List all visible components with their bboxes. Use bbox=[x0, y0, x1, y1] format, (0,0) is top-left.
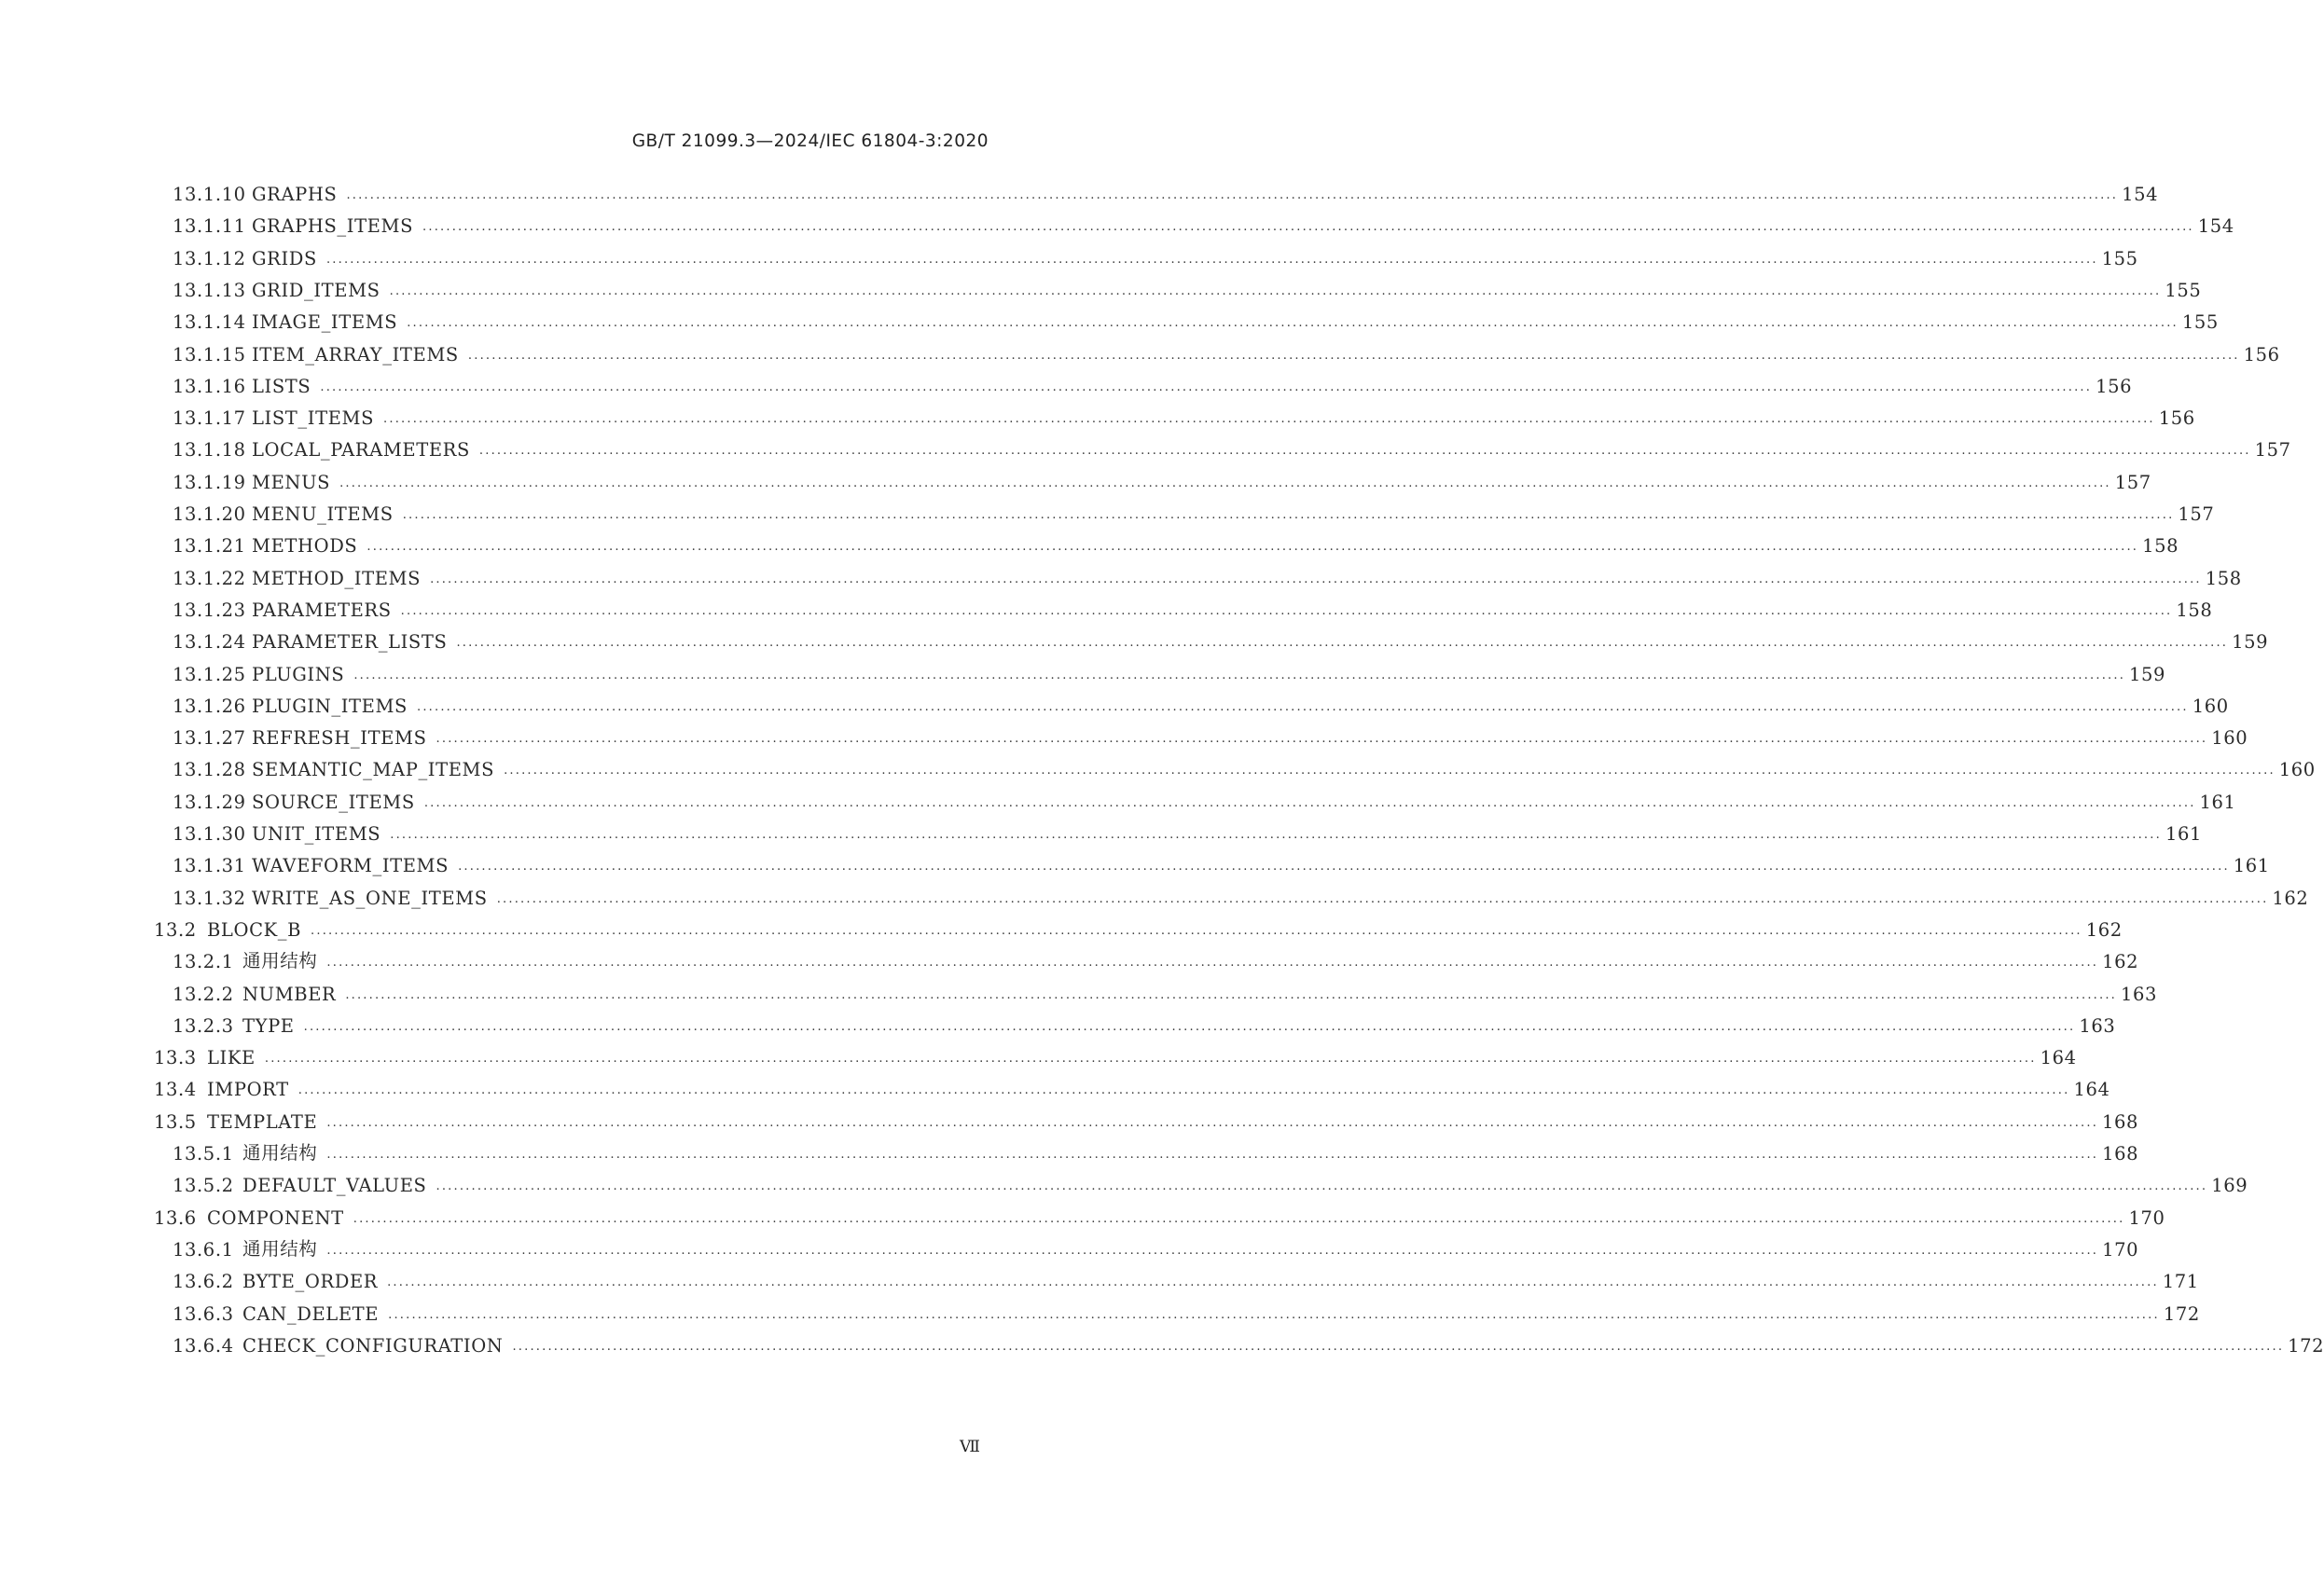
toc-leader-dots: ............................................................................................................................................................................................................................................................................................................ bbox=[325, 252, 2098, 267]
toc-entry-page: 161 bbox=[2233, 855, 2270, 877]
toc-entry[interactable] bbox=[173, 593, 2213, 621]
toc-entry-title: GRID_ITEMS bbox=[252, 279, 380, 301]
toc-entry-title: 通用结构 bbox=[242, 950, 318, 972]
toc-entry-title: PARAMETERS bbox=[252, 599, 392, 621]
toc-entry-title: CHECK_CONFIGURATION bbox=[242, 1334, 504, 1357]
toc-entry-page: 168 bbox=[2102, 1143, 2139, 1164]
toc-leader-dots: ............................................................................................................................................................................................................................................................................................................ bbox=[407, 316, 2179, 331]
toc-leader-dots: ............................................................................................................................................................................................................................................................................................................ bbox=[458, 860, 2230, 875]
toc-leader-dots: ............................................................................................................................................................................................................................................................................................................ bbox=[496, 891, 2269, 906]
toc-entry-number: 13.6.1 bbox=[173, 1238, 234, 1261]
toc-entry-number: 13.1.25 bbox=[173, 663, 246, 685]
toc-entry-number: 13.3 bbox=[154, 1047, 197, 1069]
toc-entry-number: 13.5 bbox=[154, 1110, 197, 1133]
toc-leader-dots: ............................................................................................................................................................................................................................................................................................................ bbox=[430, 572, 2202, 586]
toc-entry-title: METHOD_ITEMS bbox=[252, 567, 422, 589]
toc-entry[interactable] bbox=[173, 241, 2138, 269]
toc-entry[interactable] bbox=[173, 338, 2280, 365]
toc-entry[interactable] bbox=[173, 1297, 2200, 1325]
toc-entry-page: 161 bbox=[2199, 791, 2236, 813]
toc-leader-dots: ............................................................................................................................................................................................................................................................................................................ bbox=[326, 1148, 2099, 1162]
toc-entry[interactable] bbox=[173, 848, 2270, 877]
toc-leader-dots: ............................................................................................................................................................................................................................................................................................................ bbox=[389, 283, 2162, 298]
toc-entry-number: 13.1.18 bbox=[173, 439, 246, 462]
toc-entry[interactable] bbox=[173, 1137, 2139, 1164]
toc-leader-dots: ............................................................................................................................................................................................................................................................................................................ bbox=[320, 379, 2093, 394]
toc-entry[interactable] bbox=[173, 497, 2215, 525]
toc-entry-number: 13.6.2 bbox=[173, 1271, 234, 1293]
toc-entry[interactable] bbox=[173, 657, 2166, 685]
toc-leader-dots: ............................................................................................................................................................................................................................................................................................................ bbox=[436, 732, 2208, 747]
toc-entry-number: 13.1.20 bbox=[173, 503, 246, 525]
toc-entry-number: 13.2.3 bbox=[173, 1014, 234, 1037]
toc-entry-number: 13.6 bbox=[154, 1206, 197, 1229]
toc-entry-page: 170 bbox=[2102, 1238, 2139, 1261]
toc-entry-number: 13.1.30 bbox=[173, 823, 246, 845]
toc-leader-dots: ............................................................................................................................................................................................................................................................................................................ bbox=[387, 1275, 2159, 1290]
toc-leader-dots: ............................................................................................................................................................................................................................................................................................................ bbox=[504, 764, 2276, 779]
toc-entry-number: 13.1.23 bbox=[173, 599, 246, 621]
toc-entry-page: 154 bbox=[2122, 184, 2159, 205]
toc-entry-number: 13.1.22 bbox=[173, 567, 246, 589]
toc-leader-dots: ............................................................................................................................................................................................................................................................................................................ bbox=[388, 1307, 2160, 1322]
toc-entry[interactable] bbox=[154, 1040, 2077, 1069]
toc-entry-title: SEMANTIC_MAP_ITEMS bbox=[252, 759, 495, 781]
toc-leader-dots: ............................................................................................................................................................................................................................................................................................................ bbox=[456, 636, 2229, 651]
toc-entry[interactable] bbox=[173, 177, 2159, 205]
toc-entry-title: BLOCK_B bbox=[207, 918, 302, 941]
toc-leader-dots: ............................................................................................................................................................................................................................................................................................................ bbox=[353, 1211, 2125, 1226]
toc-entry-page: 158 bbox=[2142, 535, 2179, 558]
toc-entry-page: 163 bbox=[2079, 1014, 2116, 1037]
toc-leader-dots: ............................................................................................................................................................................................................................................................................................................ bbox=[417, 699, 2189, 714]
toc-entry-page: 160 bbox=[2278, 759, 2316, 781]
toc-entry-page: 157 bbox=[2254, 439, 2291, 462]
toc-leader-dots: ............................................................................................................................................................................................................................................................................................................ bbox=[467, 348, 2240, 363]
toc-entry[interactable] bbox=[173, 785, 2236, 813]
toc-entry[interactable] bbox=[173, 881, 2309, 909]
toc-entry-title: SOURCE_ITEMS bbox=[252, 791, 415, 813]
toc-entry-number: 13.1.29 bbox=[173, 791, 246, 813]
toc-entry-page: 162 bbox=[2085, 918, 2123, 941]
toc-entry-title: LIKE bbox=[207, 1047, 256, 1069]
toc-leader-dots: ............................................................................................................................................................................................................................................................................................................ bbox=[423, 795, 2196, 810]
toc-entry-page: 156 bbox=[2096, 375, 2133, 397]
toc-entry-title: UNIT_ITEMS bbox=[252, 823, 381, 845]
toc-leader-dots: ............................................................................................................................................................................................................................................................................................................ bbox=[478, 444, 2251, 459]
toc-entry-page: 164 bbox=[2073, 1079, 2110, 1101]
toc-entry-title: GRAPHS_ITEMS bbox=[252, 215, 414, 238]
toc-entry[interactable] bbox=[173, 209, 2234, 238]
toc-entry[interactable] bbox=[173, 977, 2158, 1005]
toc-entry[interactable] bbox=[154, 913, 2123, 941]
toc-entry-title: IMAGE_ITEMS bbox=[252, 311, 398, 334]
toc-entry-title: DEFAULT_VALUES bbox=[242, 1175, 427, 1197]
toc-leader-dots: ............................................................................................................................................................................................................................................................................................................ bbox=[346, 188, 2119, 202]
toc-entry-page: 158 bbox=[2176, 599, 2213, 621]
toc-entry-page: 155 bbox=[2165, 279, 2202, 301]
toc-entry[interactable] bbox=[173, 1168, 2248, 1197]
toc-entry-title: BYTE_ORDER bbox=[242, 1271, 379, 1293]
toc-entry-page: 160 bbox=[2192, 695, 2229, 717]
toc-leader-dots: ............................................................................................................................................................................................................................................................................................................ bbox=[400, 603, 2173, 618]
toc-entry-page: 162 bbox=[2272, 887, 2309, 909]
toc-entry-page: 164 bbox=[2040, 1047, 2077, 1069]
toc-leader-dots: ............................................................................................................................................................................................................................................................................................................ bbox=[383, 412, 2155, 427]
toc-entry-number: 13.1.24 bbox=[173, 631, 246, 654]
toc-entry-number: 13.1.21 bbox=[173, 535, 246, 558]
toc-entry[interactable] bbox=[173, 305, 2219, 334]
toc-entry-page: 170 bbox=[2128, 1206, 2165, 1229]
toc-entry-title: GRAPHS bbox=[252, 184, 338, 205]
toc-leader-dots: ............................................................................................................................................................................................................................................................................................................ bbox=[345, 987, 2118, 1002]
toc-entry[interactable] bbox=[173, 1329, 2324, 1357]
toc-entry-number: 13.2.1 bbox=[173, 951, 234, 973]
toc-entry-title: MENU_ITEMS bbox=[252, 503, 394, 525]
toc-entry-page: 172 bbox=[2163, 1302, 2200, 1325]
toc-entry-title: NUMBER bbox=[242, 983, 337, 1005]
toc-entry-title: WRITE_AS_ONE_ITEMS bbox=[252, 887, 488, 909]
toc-entry-title: 通用结构 bbox=[242, 1142, 318, 1164]
toc-entry-number: 13.1.13 bbox=[173, 279, 246, 301]
toc-leader-dots: ............................................................................................................................................................................................................................................................................................................ bbox=[303, 1019, 2076, 1034]
toc-entry-page: 161 bbox=[2165, 823, 2202, 845]
toc-leader-dots: ............................................................................................................................................................................................................................................................................................................ bbox=[326, 956, 2099, 971]
toc-entry-page: 158 bbox=[2205, 567, 2242, 589]
toc-entry[interactable] bbox=[173, 944, 2139, 973]
toc-entry-title: WAVEFORM_ITEMS bbox=[252, 855, 450, 877]
toc-entry-title: LISTS bbox=[252, 375, 311, 397]
toc-entry-title: PLUGINS bbox=[252, 663, 345, 685]
toc-entry-page: 172 bbox=[2288, 1334, 2324, 1357]
toc-entry[interactable] bbox=[173, 465, 2151, 493]
toc-entry[interactable] bbox=[173, 1264, 2199, 1293]
toc-entry-number: 13.2.2 bbox=[173, 983, 234, 1005]
toc-entry-page: 160 bbox=[2211, 727, 2248, 750]
toc-entry[interactable] bbox=[173, 529, 2179, 558]
toc-entry[interactable] bbox=[173, 689, 2229, 717]
toc-leader-dots: ............................................................................................................................................................................................................................................................................................................ bbox=[512, 1339, 2285, 1354]
toc-entry-title: METHODS bbox=[252, 535, 358, 558]
toc-entry[interactable] bbox=[173, 1233, 2139, 1261]
toc-entry-title: REFRESH_ITEMS bbox=[252, 727, 427, 750]
toc-entry-number: 13.2 bbox=[154, 918, 197, 941]
toc-entry-number: 13.6.3 bbox=[173, 1302, 234, 1325]
toc-entry-title: IMPORT bbox=[207, 1079, 289, 1101]
toc-entry-number: 13.1.31 bbox=[173, 855, 246, 877]
toc-entry[interactable] bbox=[173, 752, 2316, 781]
toc-entry-number: 13.6.4 bbox=[173, 1334, 234, 1357]
toc-leader-dots: ............................................................................................................................................................................................................................................................................................................ bbox=[326, 1115, 2099, 1130]
toc-entry-number: 13.1.28 bbox=[173, 759, 246, 781]
toc-entry[interactable] bbox=[173, 273, 2202, 301]
toc-entry-title: PARAMETER_LISTS bbox=[252, 631, 448, 654]
toc-entry-title: GRIDS bbox=[252, 247, 317, 269]
toc-entry-number: 13.5.1 bbox=[173, 1143, 234, 1164]
toc-entry[interactable] bbox=[173, 433, 2291, 462]
toc-entry-page: 155 bbox=[2181, 311, 2219, 334]
toc-leader-dots: ............................................................................................................................................................................................................................................................................................................ bbox=[297, 1083, 2070, 1098]
toc-entry-page: 159 bbox=[2129, 663, 2166, 685]
toc-entry-page: 157 bbox=[2178, 503, 2215, 525]
toc-entry[interactable] bbox=[173, 721, 2248, 750]
toc-entry-title: 通用结构 bbox=[242, 1237, 318, 1260]
standard-header: GB/T 21099.3—2024/IEC 61804-3:2020 bbox=[631, 131, 989, 151]
toc-leader-dots: ............................................................................................................................................................................................................................................................................................................ bbox=[264, 1052, 2037, 1067]
toc-entry-number: 13.1.27 bbox=[173, 727, 246, 750]
toc-leader-dots: ............................................................................................................................................................................................................................................................................................................ bbox=[311, 923, 2082, 938]
toc-entry-title: MENUS bbox=[252, 471, 331, 493]
toc-leader-dots: ............................................................................................................................................................................................................................................................................................................ bbox=[367, 540, 2139, 555]
toc-entry-page: 157 bbox=[2114, 471, 2151, 493]
toc-entry[interactable] bbox=[173, 561, 2242, 589]
toc-entry-page: 169 bbox=[2211, 1175, 2248, 1197]
toc-entry-title: ITEM_ARRAY_ITEMS bbox=[252, 343, 459, 365]
toc-leader-dots: ............................................................................................................................................................................................................................................................................................................ bbox=[422, 220, 2194, 235]
toc-entry-title: LOCAL_PARAMETERS bbox=[252, 439, 470, 462]
toc-entry-number: 13.1.17 bbox=[173, 407, 246, 430]
toc-leader-dots: ............................................................................................................................................................................................................................................................................................................ bbox=[402, 508, 2175, 522]
toc-entry-number: 13.4 bbox=[154, 1079, 197, 1101]
toc-entry-title: CAN_DELETE bbox=[242, 1302, 380, 1325]
toc-entry-number: 13.1.10 bbox=[173, 184, 246, 205]
toc-entry-number: 13.1.14 bbox=[173, 311, 246, 334]
toc-entry[interactable] bbox=[173, 1009, 2116, 1037]
toc-entry-title: PLUGIN_ITEMS bbox=[252, 695, 408, 717]
toc-leader-dots: ............................................................................................................................................................................................................................................................................................................ bbox=[326, 1243, 2099, 1258]
toc-entry-number: 13.1.11 bbox=[173, 215, 246, 238]
toc-leader-dots: ............................................................................................................................................................................................................................................................................................................ bbox=[353, 668, 2126, 682]
toc-entry-number: 13.5.2 bbox=[173, 1175, 234, 1197]
toc-entry-page: 159 bbox=[2232, 631, 2269, 654]
toc-entry-number: 13.1.26 bbox=[173, 695, 246, 717]
toc-entry-number: 13.1.19 bbox=[173, 471, 246, 493]
toc-entry[interactable] bbox=[173, 817, 2202, 845]
toc-entry-page: 168 bbox=[2102, 1110, 2139, 1133]
toc-entry-page: 171 bbox=[2162, 1271, 2199, 1293]
toc-entry-title: COMPONENT bbox=[207, 1206, 344, 1229]
toc-entry-page: 163 bbox=[2121, 983, 2158, 1005]
toc-leader-dots: ............................................................................................................................................................................................................................................................................................................ bbox=[339, 475, 2111, 490]
toc-entry-number: 13.1.32 bbox=[173, 887, 246, 909]
toc-entry-number: 13.1.16 bbox=[173, 375, 246, 397]
toc-entry[interactable] bbox=[154, 1201, 2165, 1229]
toc-leader-dots: ............................................................................................................................................................................................................................................................................................................ bbox=[390, 828, 2162, 842]
toc-entry[interactable] bbox=[154, 1105, 2139, 1133]
toc-entry-title: TEMPLATE bbox=[207, 1110, 318, 1133]
toc-entry-number: 13.1.15 bbox=[173, 343, 246, 365]
page-number: Ⅶ bbox=[960, 1438, 980, 1456]
toc-entry[interactable] bbox=[173, 369, 2133, 397]
toc-entry[interactable] bbox=[173, 625, 2269, 654]
toc-entry-title: LIST_ITEMS bbox=[252, 407, 375, 430]
toc-entry-page: 156 bbox=[2158, 407, 2195, 430]
toc-entry-page: 155 bbox=[2101, 247, 2138, 269]
toc-entry-number: 13.1.12 bbox=[173, 247, 246, 269]
toc-entry-page: 162 bbox=[2102, 951, 2139, 973]
toc-entry[interactable] bbox=[173, 401, 2195, 430]
toc-entry-page: 156 bbox=[2243, 343, 2280, 365]
toc-entry-title: TYPE bbox=[242, 1014, 295, 1037]
toc-entry[interactable] bbox=[154, 1072, 2110, 1101]
toc-entry-page: 154 bbox=[2197, 215, 2234, 238]
toc-leader-dots: ............................................................................................................................................................................................................................................................................................................ bbox=[436, 1179, 2208, 1194]
